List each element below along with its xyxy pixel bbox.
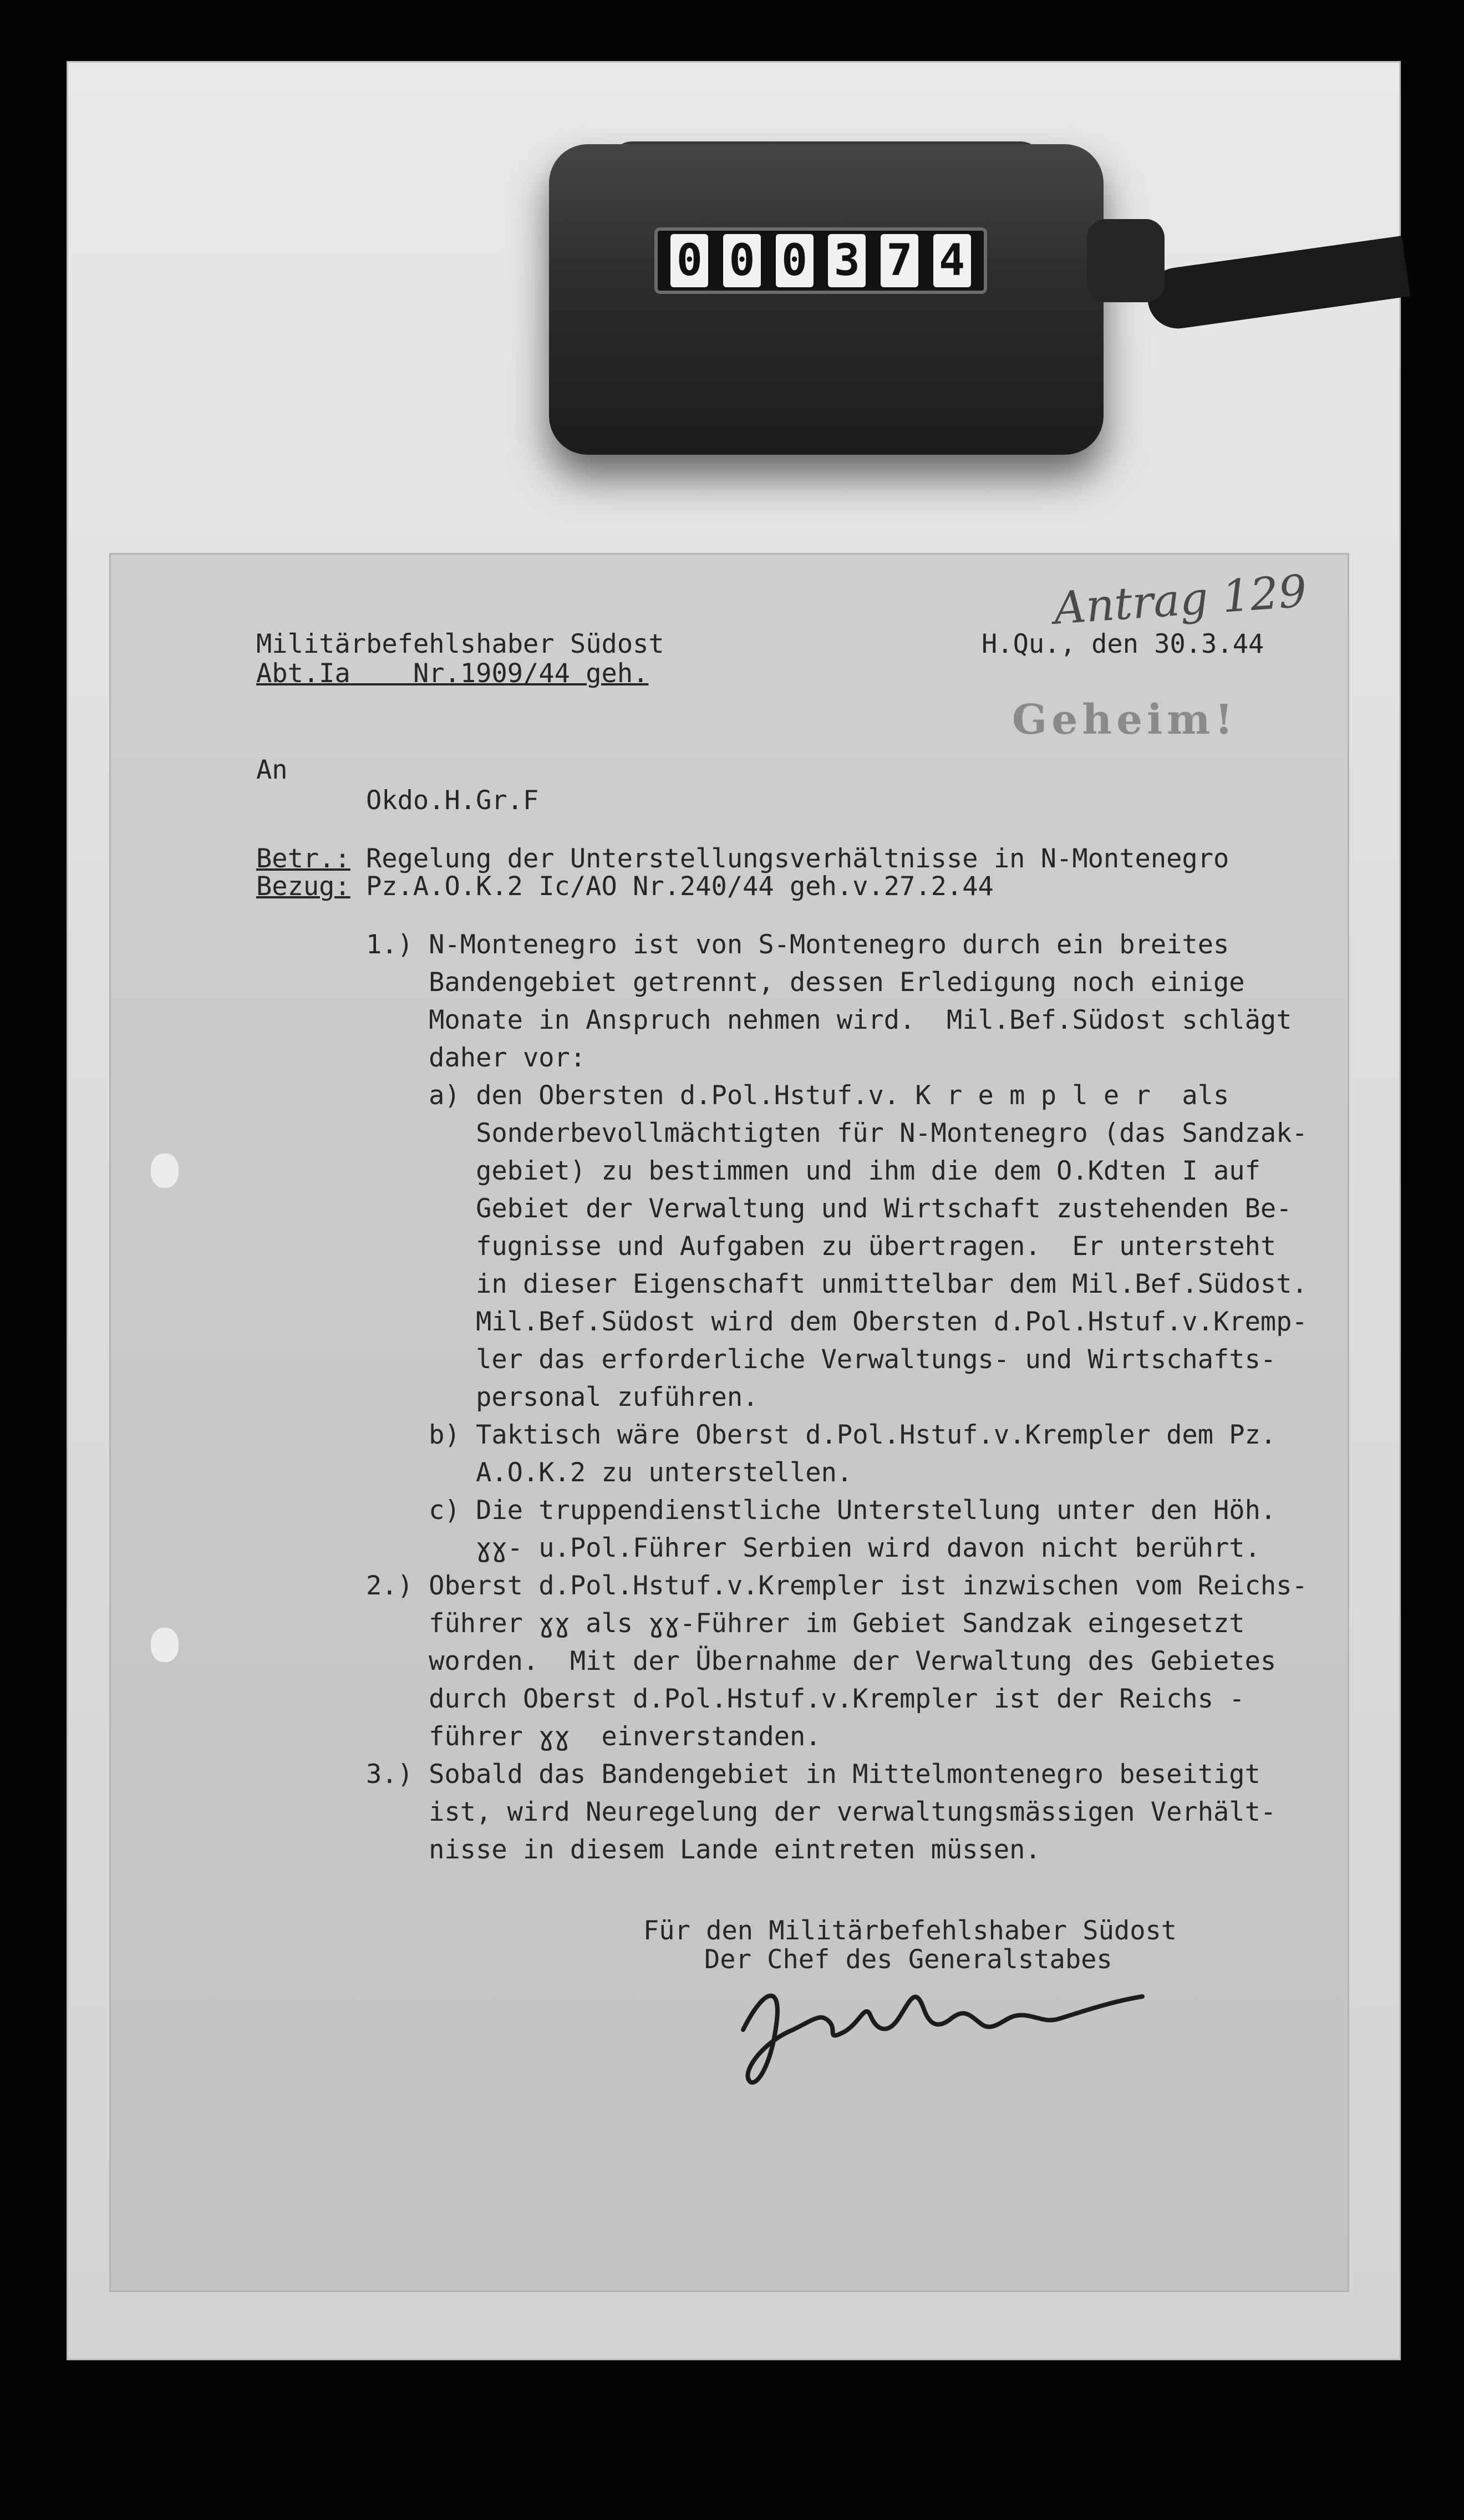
body-line: ler das erforderliche Verwaltungs- und Wirtschafts-: [366, 1344, 1277, 1375]
body-text: [366, 926, 1308, 1869]
closing-line: Der Chef des Generalstabes: [704, 1944, 1112, 1975]
counter-digit: 0: [776, 234, 814, 287]
body-line: Monate in Anspruch nehmen wird. Mil.Bef.Südost schlägt: [366, 1005, 1292, 1035]
sender-line: Militärbefehlshaber Südost: [256, 629, 664, 659]
body-line: Gebiet der Verwaltung und Wirtschaft zustehenden Be-: [366, 1193, 1292, 1224]
subject-text: Regelung der Unterstellungsverhältnisse in N-Montenegro: [366, 844, 1229, 874]
recipient: Okdo.H.Gr.F: [366, 785, 539, 816]
body-line: b) Taktisch wäre Oberst d.Pol.Hstuf.v.Krempler dem Pz.: [366, 1420, 1277, 1450]
body-line: nisse in diesem Lande eintreten müssen.: [366, 1835, 1041, 1865]
closing-line: Für den Militärbefehlshaber Südost: [643, 1916, 1177, 1946]
body-line: führer ɣɣ einverstanden.: [366, 1721, 821, 1752]
body-line: Mil.Bef.Südost wird dem Obersten d.Pol.Hstuf.v.Kremp-: [366, 1307, 1308, 1337]
classification-stamp: Geheim!: [1012, 696, 1238, 744]
body-line: in dieser Eigenschaft unmittelbar dem Mil.Bef.Südost.: [366, 1269, 1308, 1299]
body-line: führer ɣɣ als ɣɣ-Führer im Gebiet Sandzak eingesetzt: [366, 1608, 1245, 1639]
body-line: gebiet) zu bestimmen und ihm die dem O.Kdten I auf: [366, 1156, 1260, 1186]
body-line: worden. Mit der Übernahme der Verwaltung des Gebietes: [366, 1646, 1277, 1676]
handwritten-signature: [732, 1963, 1153, 2094]
body-line: a) den Obersten d.Pol.Hstuf.v. K r e m p l e r als: [366, 1080, 1229, 1111]
to-label: An: [256, 755, 288, 785]
body-line: daher vor:: [366, 1043, 586, 1073]
counter-display: [654, 227, 987, 294]
frame-counter-device: [549, 144, 1104, 455]
reference-text: Pz.A.O.K.2 Ic/AO Nr.240/44 geh.v.27.2.44: [366, 871, 994, 902]
body-line: 2.) Oberst d.Pol.Hstuf.v.Krempler ist inzwischen vom Reichs-: [366, 1571, 1308, 1601]
body-line: 1.) N-Montenegro ist von S-Montenegro durch ein breites: [366, 929, 1229, 960]
body-line: A.O.K.2 zu unterstellen.: [366, 1457, 853, 1488]
body-line: ɣɣ- u.Pol.Führer Serbien wird davon nicht berührt.: [366, 1533, 1260, 1563]
body-line: ist, wird Neuregelung der verwaltungsmässigen Verhält-: [366, 1797, 1277, 1827]
counter-digit: 0: [723, 234, 761, 287]
handwritten-note: Antrag 129: [1052, 565, 1309, 634]
body-line: 3.) Sobald das Bandengebiet in Mittelmontenegro beseitigt: [366, 1759, 1260, 1790]
punch-hole: [151, 1628, 179, 1662]
punch-hole: [151, 1154, 179, 1188]
body-line: personal zuführen.: [366, 1382, 759, 1413]
sender-reference: [256, 655, 648, 693]
body-line: Bandengebiet getrennt, dessen Erledigung noch einige: [366, 967, 1245, 998]
counter-digit: 7: [881, 234, 918, 287]
counter-digit: 3: [828, 234, 866, 287]
place-date: H.Qu., den 30.3.44: [982, 629, 1264, 659]
body-line: durch Oberst d.Pol.Hstuf.v.Krempler ist der Reichs -: [366, 1684, 1245, 1714]
body-line: fugnisse und Aufgaben zu übertragen. Er untersteht: [366, 1231, 1277, 1262]
subject-label: Betr.:: [256, 844, 350, 874]
reference-spacer: [350, 658, 413, 689]
counter-digit: 4: [933, 234, 971, 287]
counter-digit: 0: [670, 234, 708, 287]
body-line: Sonderbevollmächtigten für N-Montenegro (das Sandzak-: [366, 1118, 1308, 1149]
reference-label: Bezug:: [256, 871, 350, 902]
file-number: Nr.1909/44 geh.: [413, 658, 649, 689]
department: Abt.Ia: [256, 658, 350, 689]
body-line: c) Die truppendienstliche Unterstellung unter den Höh.: [366, 1495, 1277, 1526]
counter-knob: [1087, 219, 1165, 302]
